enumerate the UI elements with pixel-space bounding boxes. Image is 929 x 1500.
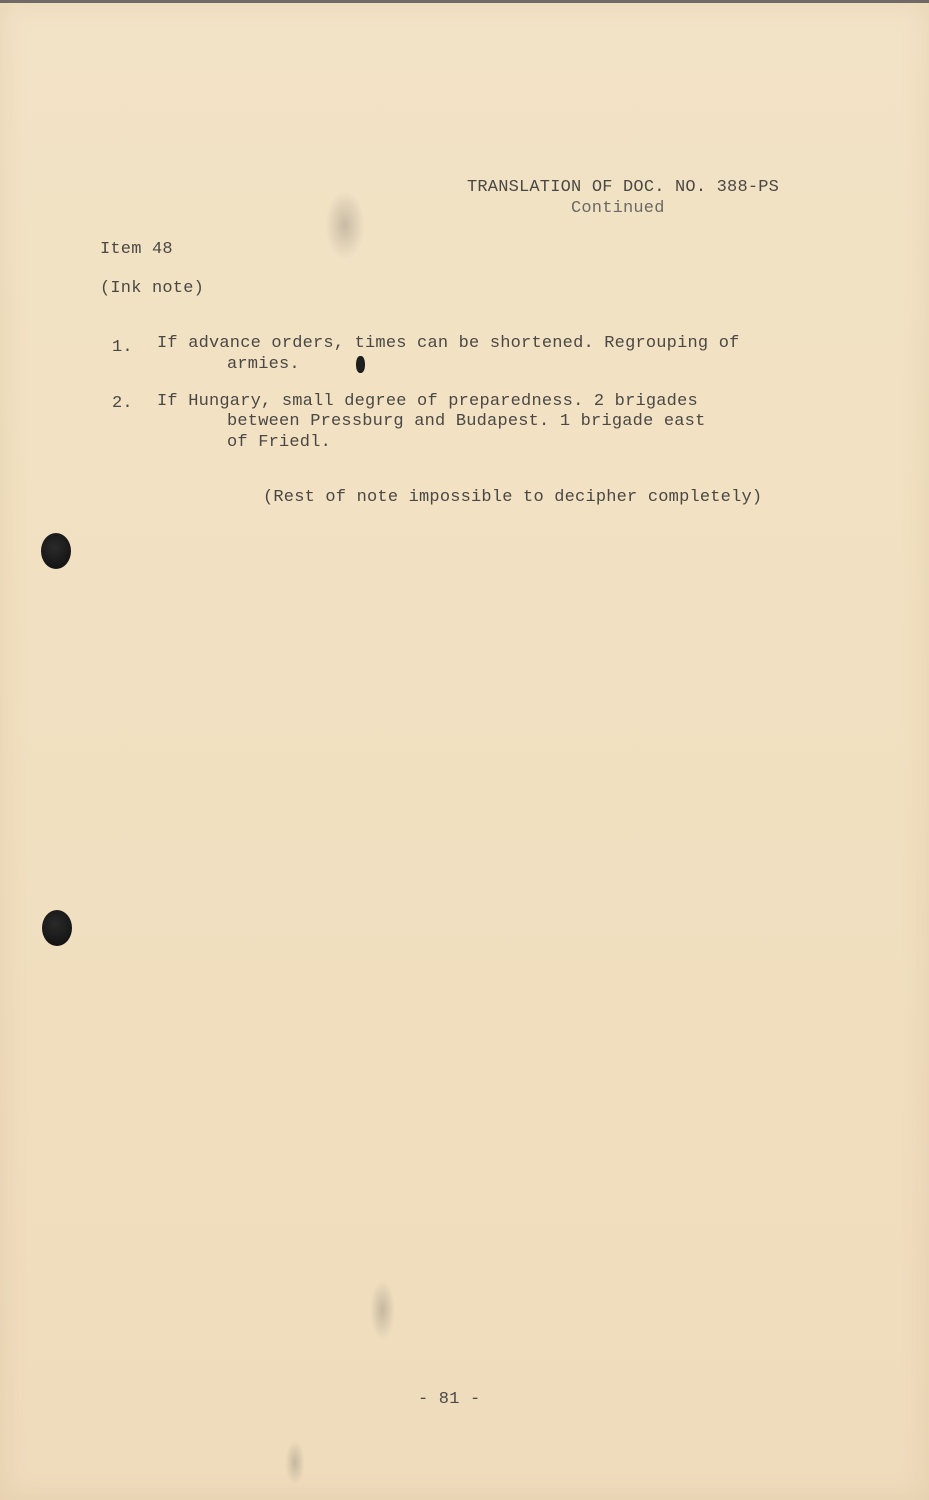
ink-blot	[356, 356, 365, 373]
paragraph-line: If advance orders, times can be shortened. Regrouping of	[157, 334, 740, 353]
paragraph-number: 1.	[112, 338, 133, 357]
paragraph-line: If Hungary, small degree of preparedness. 2 brigades	[157, 392, 698, 411]
note-type: (Ink note)	[100, 279, 205, 298]
paragraph-line: armies.	[227, 355, 300, 374]
item-label: Item 48	[100, 240, 173, 259]
punch-hole	[42, 910, 72, 946]
paragraph-number: 2.	[112, 394, 133, 413]
document-title: TRANSLATION OF DOC. NO. 388-PS	[467, 178, 780, 197]
rest-of-note-remark: (Rest of note impossible to decipher completely)	[263, 488, 763, 507]
paragraph-line: between Pressburg and Budapest. 1 brigade east	[227, 412, 706, 431]
document-subtitle: Continued	[571, 199, 665, 218]
paragraph-line: of Friedl.	[227, 433, 332, 452]
punch-hole	[41, 533, 71, 569]
smudge-mark	[325, 190, 365, 260]
smudge-mark	[370, 1280, 395, 1340]
page-number: - 81 -	[418, 1390, 481, 1409]
smudge-mark	[285, 1440, 305, 1485]
page-top-edge	[0, 0, 929, 3]
